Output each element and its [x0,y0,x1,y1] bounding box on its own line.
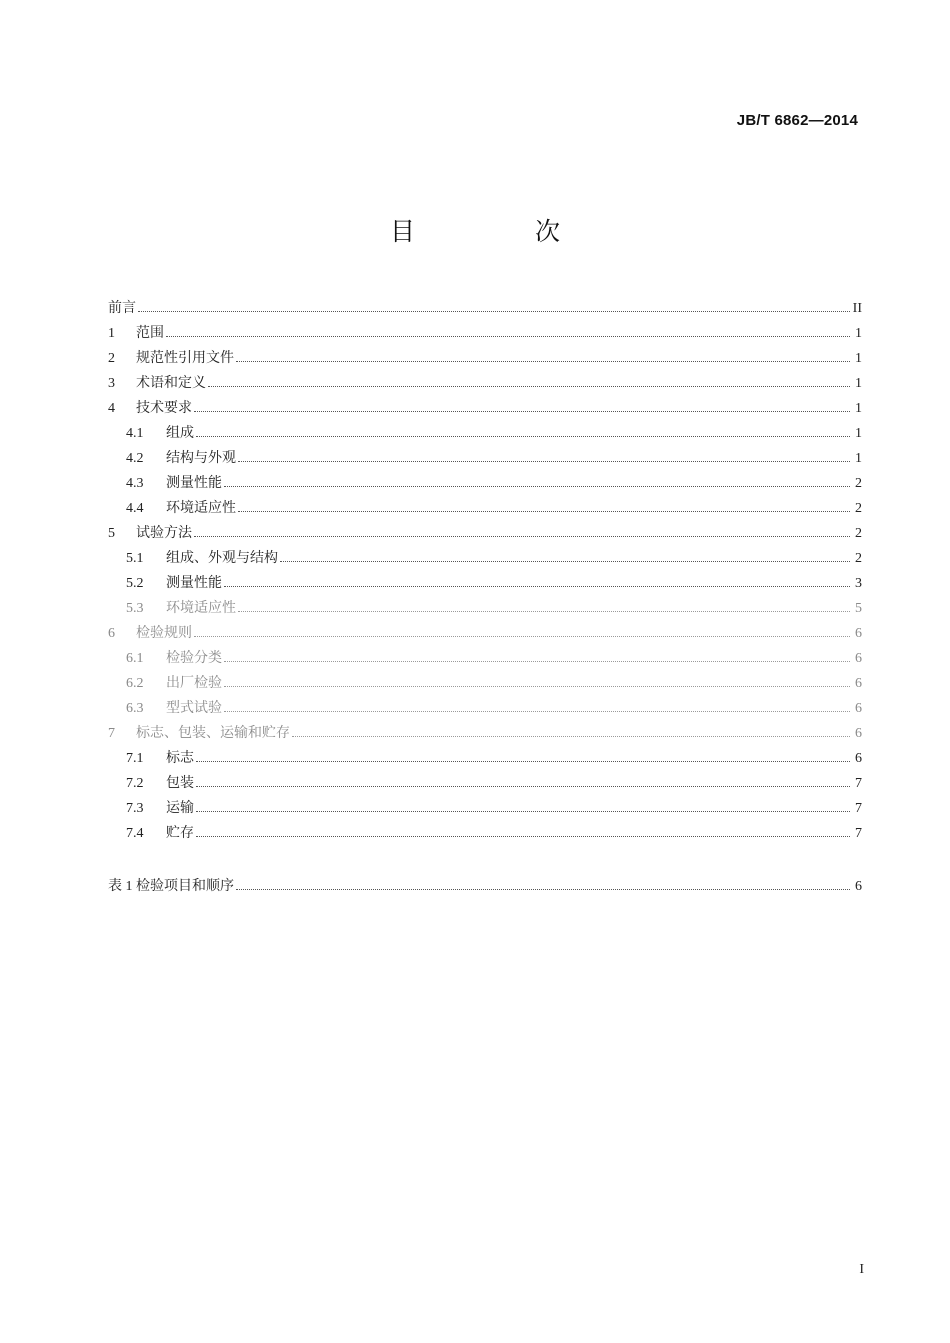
toc-entry-number: 表 1 [108,879,133,894]
toc-entry-number: 2 [108,351,115,366]
toc-entry-page: 3 [855,576,862,591]
toc-entry-page: 6 [855,676,862,691]
toc-entry[interactable] [108,492,862,517]
dot-leader [224,685,850,687]
toc-entry-page: 6 [855,751,862,766]
toc-entry-label: 出厂检验 [166,675,222,691]
toc-entry-page: 2 [855,501,862,516]
dot-leader [224,585,850,587]
table-of-contents [108,292,862,842]
toc-entry[interactable] [108,517,862,542]
dot-leader [194,635,850,637]
dot-leader [196,810,850,812]
dot-leader [138,310,850,312]
toc-entry-number: 4.2 [126,451,144,466]
toc-entry-number: 6.3 [126,701,144,716]
page-title: 目 次 [390,217,616,246]
toc-entry-page: 6 [855,726,862,741]
toc-entry[interactable] [108,392,862,417]
toc-entry[interactable] [108,542,862,567]
toc-entry-page: 1 [855,326,862,341]
toc-entry-label: 检验规则 [136,625,192,641]
toc-entry-number: 3 [108,376,115,391]
dot-leader [238,610,850,612]
toc-entry-number: 7 [108,726,115,741]
dot-leader [224,710,850,712]
toc-entry-label: 环境适应性 [166,500,236,516]
toc-entry-number: 4 [108,401,115,416]
toc-entry-page: 6 [855,701,862,716]
toc-entry[interactable] [108,617,862,642]
toc-entry-page: 7 [855,801,862,816]
toc-entry[interactable] [108,717,862,742]
dot-leader [236,888,850,890]
toc-entry[interactable] [108,292,862,317]
dot-leader [236,360,850,362]
toc-entry-page: 2 [855,526,862,541]
dot-leader [194,535,850,537]
toc-entry-label: 试验方法 [136,525,192,541]
toc-entry-number: 5.2 [126,576,144,591]
dot-leader [196,785,850,787]
toc-entry[interactable] [108,567,862,592]
dot-leader [238,510,850,512]
dot-leader [194,410,850,412]
toc-entry-label: 规范性引用文件 [136,350,234,366]
toc-entry-number: 6.1 [126,651,144,666]
toc-entry[interactable] [108,817,862,842]
toc-entry[interactable] [108,692,862,717]
dot-leader [196,835,850,837]
toc-entry-number: 5.1 [126,551,144,566]
toc-entry-page: 1 [855,426,862,441]
toc-entry-page: 2 [855,476,862,491]
toc-entry-page: 1 [855,451,862,466]
toc-entry-page: 1 [855,401,862,416]
toc-entry[interactable] [108,442,862,467]
dot-leader [208,385,850,387]
toc-entry-number: 5 [108,526,115,541]
dot-leader [292,735,850,737]
toc-entry-label: 标志、包装、运输和贮存 [136,725,290,741]
toc-entry-number: 1 [108,326,115,341]
toc-entry-label: 包装 [166,775,194,791]
toc-entry-number: 5.3 [126,601,144,616]
page-number: I [859,1262,864,1277]
toc-entry-label: 检验分类 [166,650,222,666]
toc-entry-page: 7 [855,826,862,841]
toc-entry-number: 7.1 [126,751,144,766]
toc-entry[interactable] [108,467,862,492]
toc-entry-number: 4.4 [126,501,144,516]
toc-entry-number: 4.1 [126,426,144,441]
toc-entry-page: 2 [855,551,862,566]
table-list [108,870,862,895]
dot-leader [224,485,850,487]
toc-entry[interactable] [108,592,862,617]
toc-entry-label: 前言 [108,300,136,316]
toc-entry-label: 检验项目和顺序 [136,878,234,894]
toc-entry[interactable] [108,767,862,792]
toc-entry-label: 环境适应性 [166,600,236,616]
toc-entry-label: 组成 [166,425,194,441]
dot-leader [238,460,850,462]
toc-entry[interactable] [108,417,862,442]
toc-entry-page: 7 [855,776,862,791]
toc-entry-label: 技术要求 [136,400,192,416]
toc-entry-number: 7.3 [126,801,144,816]
toc-entry[interactable] [108,367,862,392]
toc-entry-label: 组成、外观与结构 [166,550,278,566]
toc-entry-page: 6 [855,651,862,666]
toc-entry-number: 7.4 [126,826,144,841]
toc-entry-label: 结构与外观 [166,450,236,466]
toc-entry-number: 6 [108,626,115,641]
toc-entry-label: 术语和定义 [136,375,206,391]
toc-entry[interactable] [108,792,862,817]
toc-entry[interactable] [108,742,862,767]
dot-leader [224,660,850,662]
toc-entry[interactable] [108,667,862,692]
standard-code: JB/T 6862—2014 [736,112,858,129]
toc-entry-page: 1 [855,351,862,366]
toc-entry-number: 6.2 [126,676,144,691]
toc-entry-label: 测量性能 [166,575,222,591]
toc-entry[interactable] [108,642,862,667]
toc-entry-number: 7.2 [126,776,144,791]
toc-entry-table-1[interactable] [108,870,862,895]
toc-entry-number: 4.3 [126,476,144,491]
toc-entry-page: 5 [855,601,862,616]
toc-entry-label: 范围 [136,325,164,341]
toc-entry-label: 贮存 [166,825,194,841]
toc-entry[interactable] [108,317,862,342]
toc-entry-page: 6 [855,626,862,641]
dot-leader [166,335,850,337]
dot-leader [196,760,850,762]
dot-leader [280,560,850,562]
toc-entry[interactable] [108,342,862,367]
toc-entry-label: 测量性能 [166,475,222,491]
toc-entry-page: II [852,301,862,316]
dot-leader [196,435,850,437]
toc-entry-label: 型式试验 [166,700,222,716]
toc-entry-page: 1 [855,376,862,391]
toc-entry-label: 标志 [166,750,194,766]
toc-entry-page: 6 [855,879,862,894]
toc-entry-label: 运输 [166,800,194,816]
